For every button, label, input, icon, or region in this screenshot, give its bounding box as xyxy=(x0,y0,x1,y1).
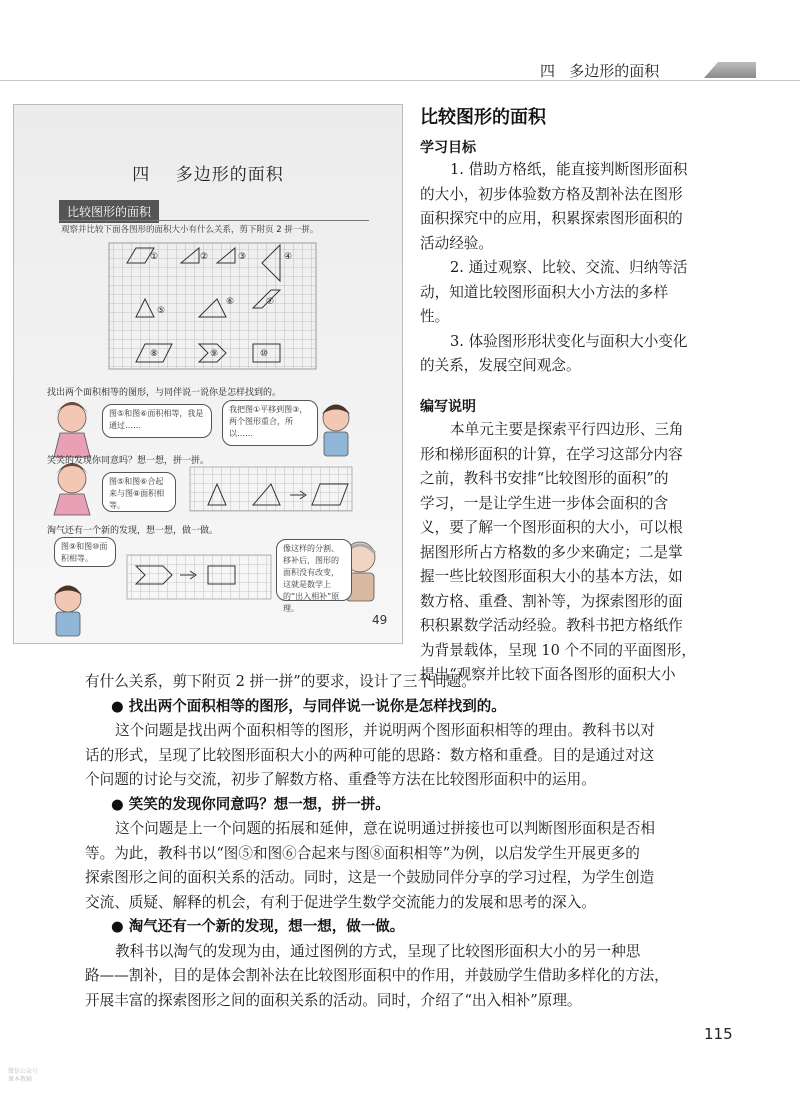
para-3-line: 路——割补，目的是体会割补法在比较图形面积中的作用，并鼓励学生借助多样化的方法， xyxy=(85,967,669,984)
shape-label-9: ⑨ xyxy=(210,349,219,359)
textbook-unit-title: 四 多边形的面积 xyxy=(132,165,284,185)
shape-label-6: ⑥ xyxy=(226,297,235,307)
para-2-line: 等。为此，教科书以“图⑤和图⑥合起来与图⑧面积相等”为例，以启发学生开展更多的 xyxy=(85,844,640,862)
para-3-line: 教科书以淘气的发现为由，通过图例的方式，呈现了比较图形面积大小的另一种思 xyxy=(115,942,641,960)
bullet-heading-2: ● 笑笑的发现你同意吗？想一想，拼一拼。 xyxy=(111,796,390,813)
notes-column-block xyxy=(420,418,754,688)
boy-figure-2 xyxy=(54,586,82,637)
girl-figure-1 xyxy=(54,402,90,457)
watermark: 微信公众号 课本教辅 xyxy=(8,1068,39,1083)
notes-line: 形和梯形面积的计算，在学习这部分内容 xyxy=(420,445,683,463)
speech-bubble-boy-1: 我把图①平移到图③，两个图形重合，所以…… xyxy=(222,400,318,446)
textbook-page-image xyxy=(13,104,403,644)
shape-label-5: ⑤ xyxy=(157,306,166,316)
speech-bubble-girl-2: 图⑤和图⑥合起来与图⑧面积相等。 xyxy=(102,472,176,512)
speech-bubble-girl-1: 图⑤和图⑥面积相等，我是通过…… xyxy=(102,404,212,438)
textbook-question-3: 淘气还有一个新的发现，想一想，做一做。 xyxy=(47,526,219,536)
page-number: 115 xyxy=(704,1025,733,1043)
goal-line: 活动经验。 xyxy=(420,234,493,252)
notes-line: 数方格、重叠、割补等，为探索图形的面 xyxy=(420,592,683,610)
textbook-question-2: 笑笑的发现你同意吗？想一想，拼一拼。 xyxy=(47,456,210,466)
header-tab-decoration xyxy=(704,62,756,78)
textbook-lesson-tab: 比较图形的面积 xyxy=(59,200,159,223)
goal-line: 2. 通过观察、比较、交流、归纳等活 xyxy=(450,259,688,276)
notes-continuation-line: 有什么关系，剪下附页 2 拼一拼”的要求，设计了三个问题。 xyxy=(85,673,476,690)
shape-label-4: ④ xyxy=(284,252,293,262)
bullet-heading-3: ● 淘气还有一个新的发现，想一想，做一做。 xyxy=(111,919,405,935)
notes-line: 义，要了解一个图形面积的大小，可以根 xyxy=(420,519,683,536)
para-2-line: 交流、质疑、解释的机会，有利于促进学生数学交流能力的发展和思考的深入。 xyxy=(85,893,596,911)
textbook-instruction: 观察并比较下面各图形的面积大小有什么关系，剪下附页 2 拼一拼。 xyxy=(61,225,319,235)
girl-figure-2 xyxy=(54,463,90,515)
shape-label-7: ⑦ xyxy=(266,297,275,307)
para-1-line: 话的形式，呈现了比较图形面积大小的两种可能的思路：数方格和重叠。目的是通过对这 xyxy=(85,746,655,764)
goal-line: 动，知道比较图形面积大小方法的多样 xyxy=(420,283,669,301)
shape-label-1: ① xyxy=(150,252,159,262)
full-width-block xyxy=(85,670,754,1013)
notes-line: 为背景载体，呈现 10 个不同的平面图形， xyxy=(420,641,696,659)
notes-line: 据图形所占方格数的多少来确定；二是掌 xyxy=(420,543,683,561)
speech-bubble-boy-2: 图⑨和图⑩面积相等。 xyxy=(54,537,116,567)
notes-line: 学习，一是让学生进一步体会面积的含 xyxy=(420,494,669,512)
para-2-line: 这个问题是上一个问题的拓展和延伸，意在说明通过拼接也可以判断图形面积是否相 xyxy=(115,820,655,837)
goal-line: 的大小，初步体验数方格及割补法在图形 xyxy=(420,185,683,203)
goal-line: 性。 xyxy=(420,308,450,325)
notes-line: 提出“观察并比较下面各图形的面积大小 xyxy=(420,666,676,683)
notes-line: 握一些比较图形面积大小的基本方法，如 xyxy=(420,568,683,585)
notes-line: 本单元主要是探索平行四边形、三角 xyxy=(450,421,684,438)
bullet-heading-1: ● 找出两个面积相等的图形，与同伴说一说你是怎样找到的。 xyxy=(111,698,506,715)
para-1-line: 这个问题是找出两个面积相等的图形，并说明两个图形面积相等的理由。教科书以对 xyxy=(115,722,655,739)
header-rule xyxy=(0,80,800,81)
grid-row-2 xyxy=(190,467,352,511)
section-title: 比较图形的面积 xyxy=(420,107,546,128)
goals-heading: 学习目标 xyxy=(420,140,476,156)
shape-label-3: ③ xyxy=(238,252,247,262)
grid-row-3 xyxy=(127,555,271,599)
shape-label-2: ② xyxy=(200,252,209,262)
para-3-line: 开展丰富的探索图形之间的面积关系的活动。同时，介绍了“出入相补”原理。 xyxy=(85,991,582,1009)
para-1-line: 个问题的讨论与交流，初步了解数方格、重叠等方法在比较图形面积中的运用。 xyxy=(85,771,596,788)
para-2-line: 探索图形之间的面积关系的活动。同时，这是一个鼓励同伴分享的学习过程，为学生创造 xyxy=(85,869,655,886)
running-header-title: 四 多边形的面积 xyxy=(540,62,660,80)
notes-heading: 编写说明 xyxy=(420,399,476,415)
textbook-page-number: 49 xyxy=(372,613,388,627)
textbook-question-1: 找出两个面积相等的图形，与同伴说一说你是怎样找到的。 xyxy=(47,388,282,398)
goals-block xyxy=(420,158,754,379)
speech-bubble-grandpa: 像这样的分割、移补后，图形的面积没有改变，这就是数学上的“出入相补”原理。 xyxy=(276,539,352,601)
goal-line: 面积探究中的应用，积累探索图形面积的 xyxy=(420,210,683,227)
shape-label-8: ⑧ xyxy=(150,349,159,359)
boy-figure-1 xyxy=(322,405,350,457)
notes-line: 之前，教科书安排“比较图形的面积”的 xyxy=(420,470,669,487)
notes-line: 积积累数学活动经验。教科书把方格纸作 xyxy=(420,617,683,634)
shape-label-10: ⑩ xyxy=(260,349,269,359)
goal-line: 3. 体验图形形状变化与面积大小变化 xyxy=(450,332,688,350)
goal-line: 的关系，发展空间观念。 xyxy=(420,357,581,374)
goal-line: 1. 借助方格纸，能直接判断图形面积 xyxy=(450,161,688,178)
